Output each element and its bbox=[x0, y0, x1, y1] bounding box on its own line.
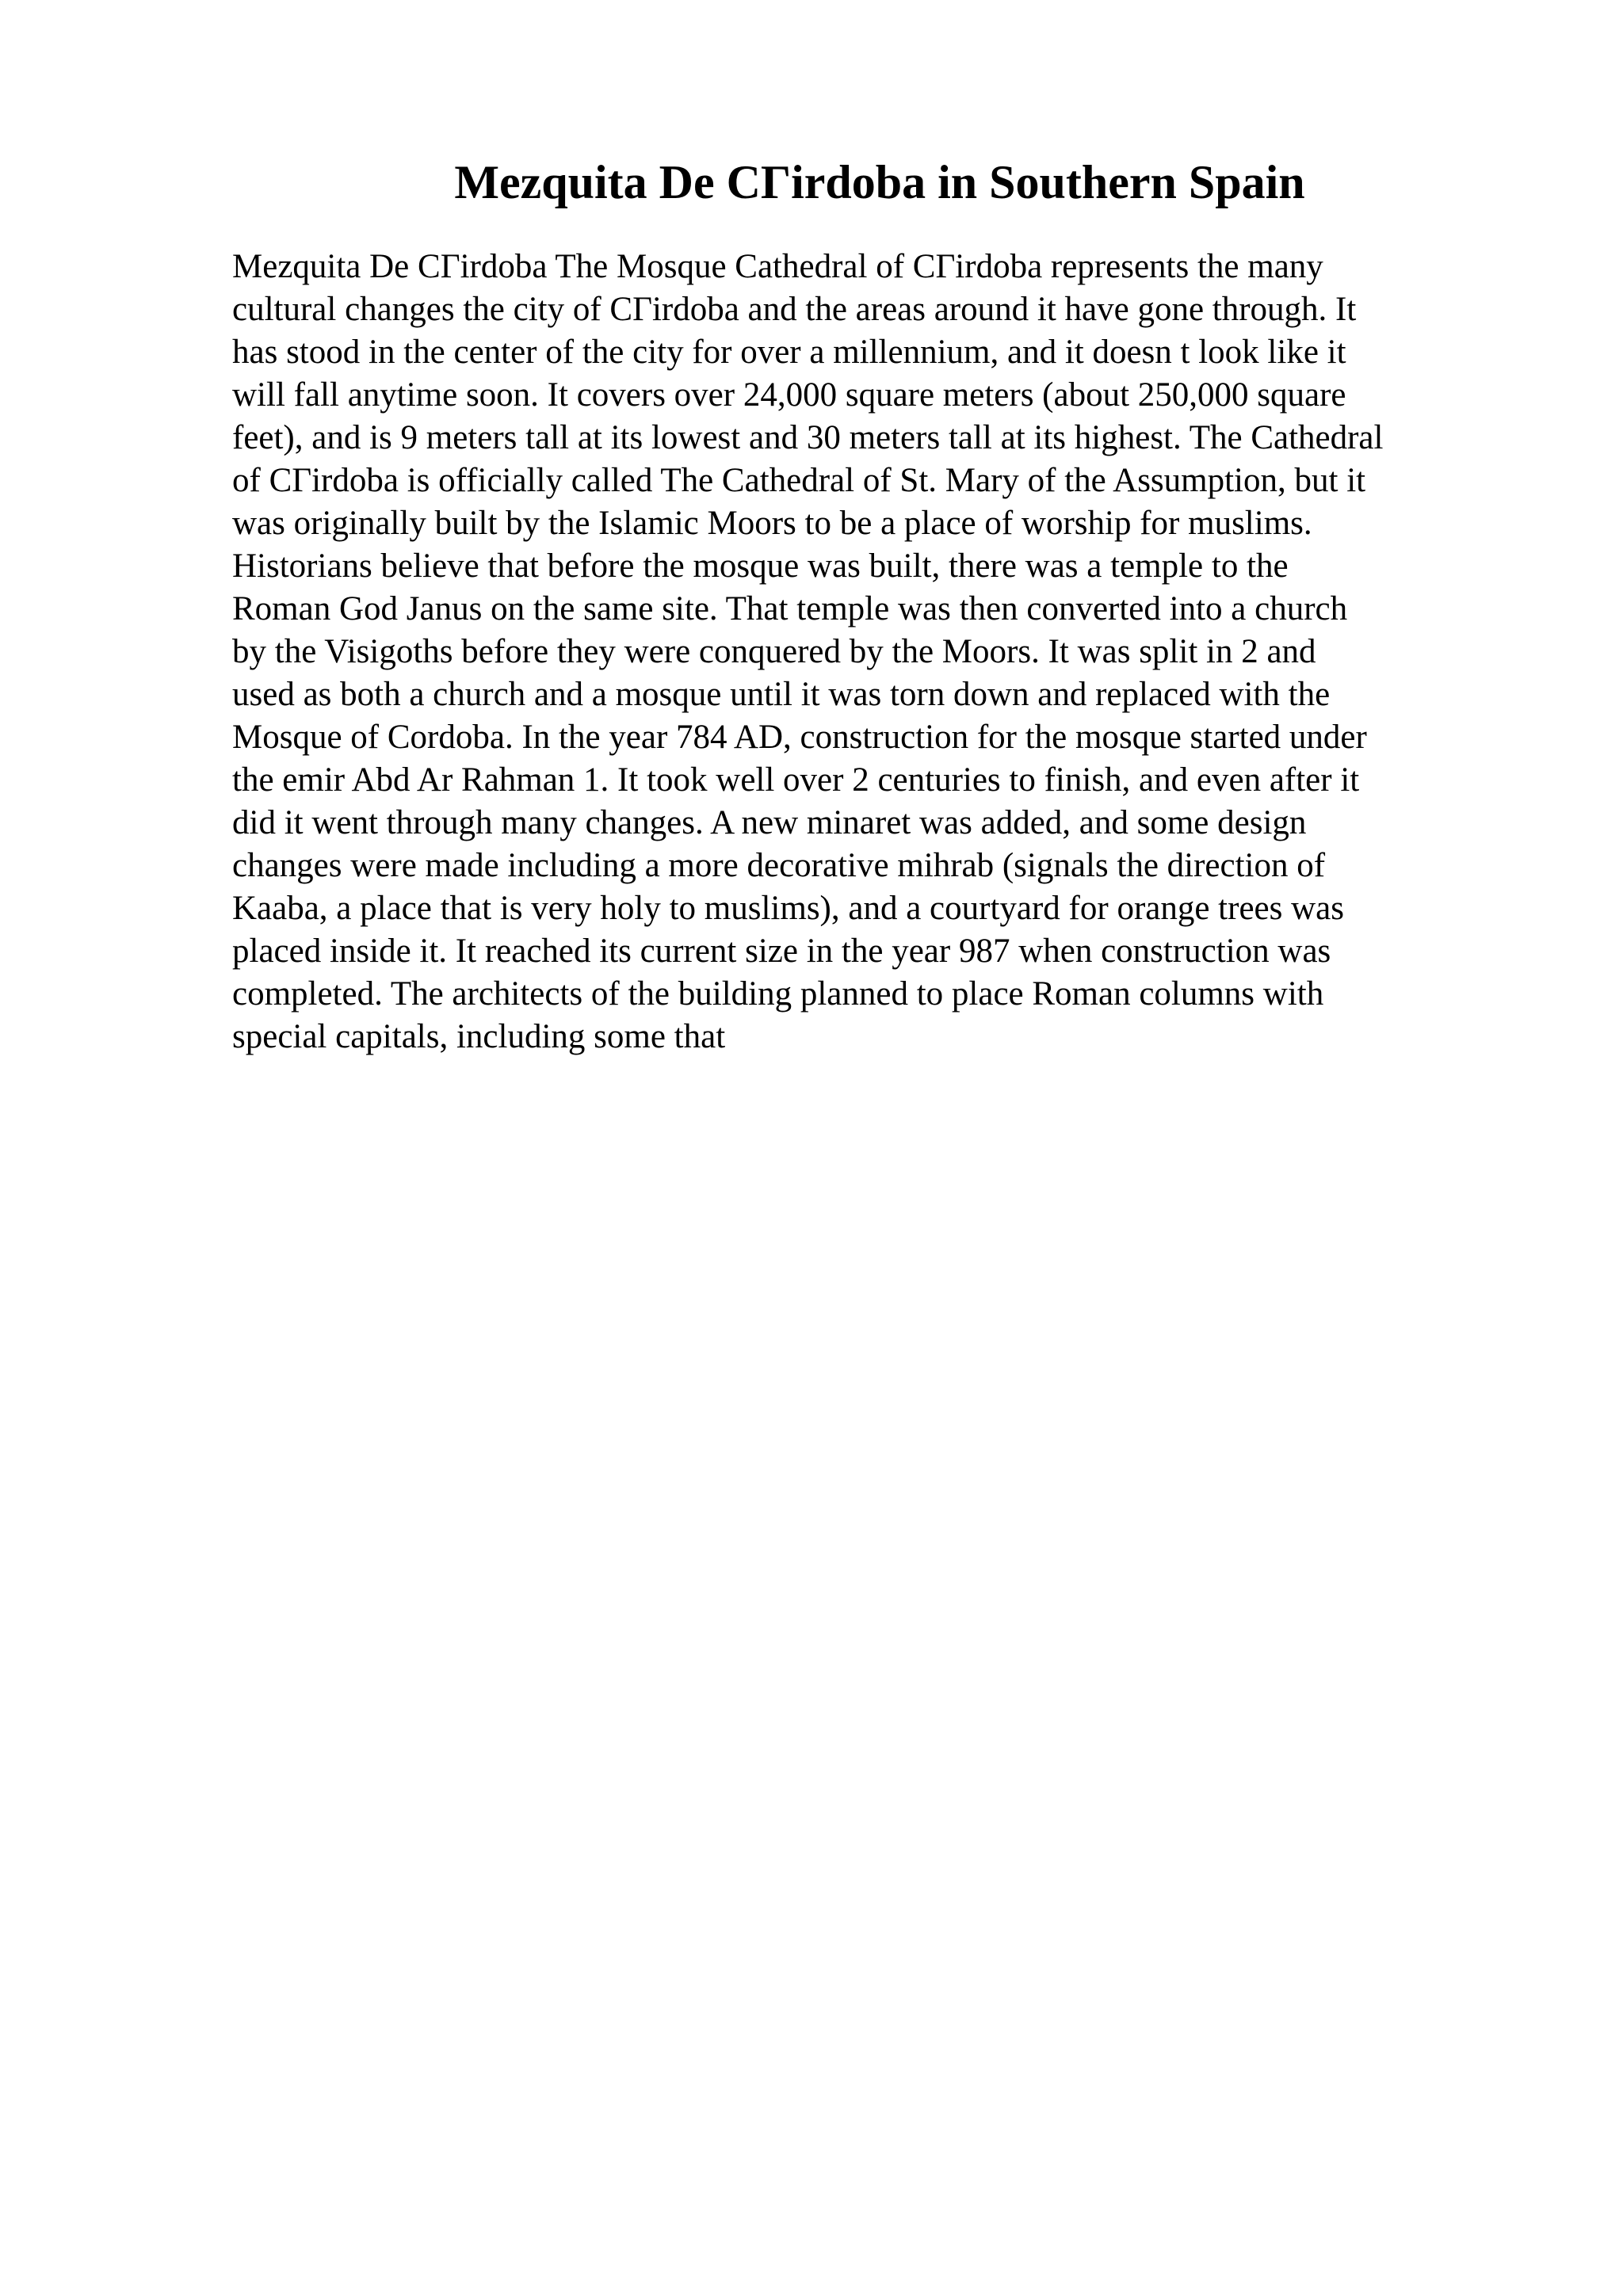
text-line: changes were made including a more decorative mihrab (signals the direction of bbox=[232, 847, 1326, 884]
body-paragraph bbox=[232, 246, 1500, 1058]
text-line: will fall anytime soon. It covers over 24,000 square meters (about 250,000 square bbox=[232, 376, 1346, 414]
text-line: of CΓirdoba is officially called The Cathedral of St. Mary of the Assumption, but it bbox=[232, 462, 1366, 499]
text-line: did it went through many changes. A new minaret was added, and some design bbox=[232, 804, 1307, 841]
text-line: Kaaba, a place that is very holy to muslims), and a courtyard for orange trees was bbox=[232, 890, 1344, 927]
text-line: completed. The architects of the building planned to place Roman columns with bbox=[232, 975, 1324, 1013]
text-line: the emir Abd Ar Rahman 1. It took well over 2 centuries to finish, and even after it bbox=[232, 761, 1360, 799]
text-line: placed inside it. It reached its current size in the year 987 when construction was bbox=[232, 933, 1331, 970]
text-line: Mosque of Cordoba. In the year 784 AD, construction for the mosque started under bbox=[232, 719, 1367, 756]
text-line: used as both a church and a mosque until it was torn down and replaced with the bbox=[232, 676, 1331, 713]
text-line: cultural changes the city of CΓirdoba and the areas around it have gone through. It bbox=[232, 291, 1357, 328]
text-line: has stood in the center of the city for over a millennium, and it doesn t look like it bbox=[232, 334, 1346, 371]
text-line: special capitals, including some that bbox=[232, 1018, 726, 1055]
text-line: feet), and is 9 meters tall at its lowest and 30 meters tall at its highest. The Cathedral bbox=[232, 419, 1384, 456]
page-title: Mezquita De CΓirdoba in Southern Spain bbox=[454, 156, 1305, 208]
text-line: Mezquita De CΓirdoba The Mosque Cathedral of CΓirdoba represents the many bbox=[232, 248, 1323, 285]
text-line: was originally built by the Islamic Moors to be a place of worship for muslims. bbox=[232, 505, 1312, 542]
text-line: Historians believe that before the mosque was built, there was a temple to the bbox=[232, 547, 1289, 585]
text-line: Roman God Janus on the same site. That temple was then converted into a church bbox=[232, 590, 1348, 627]
text-line: by the Visigoths before they were conquered by the Moors. It was split in 2 and bbox=[232, 633, 1316, 670]
